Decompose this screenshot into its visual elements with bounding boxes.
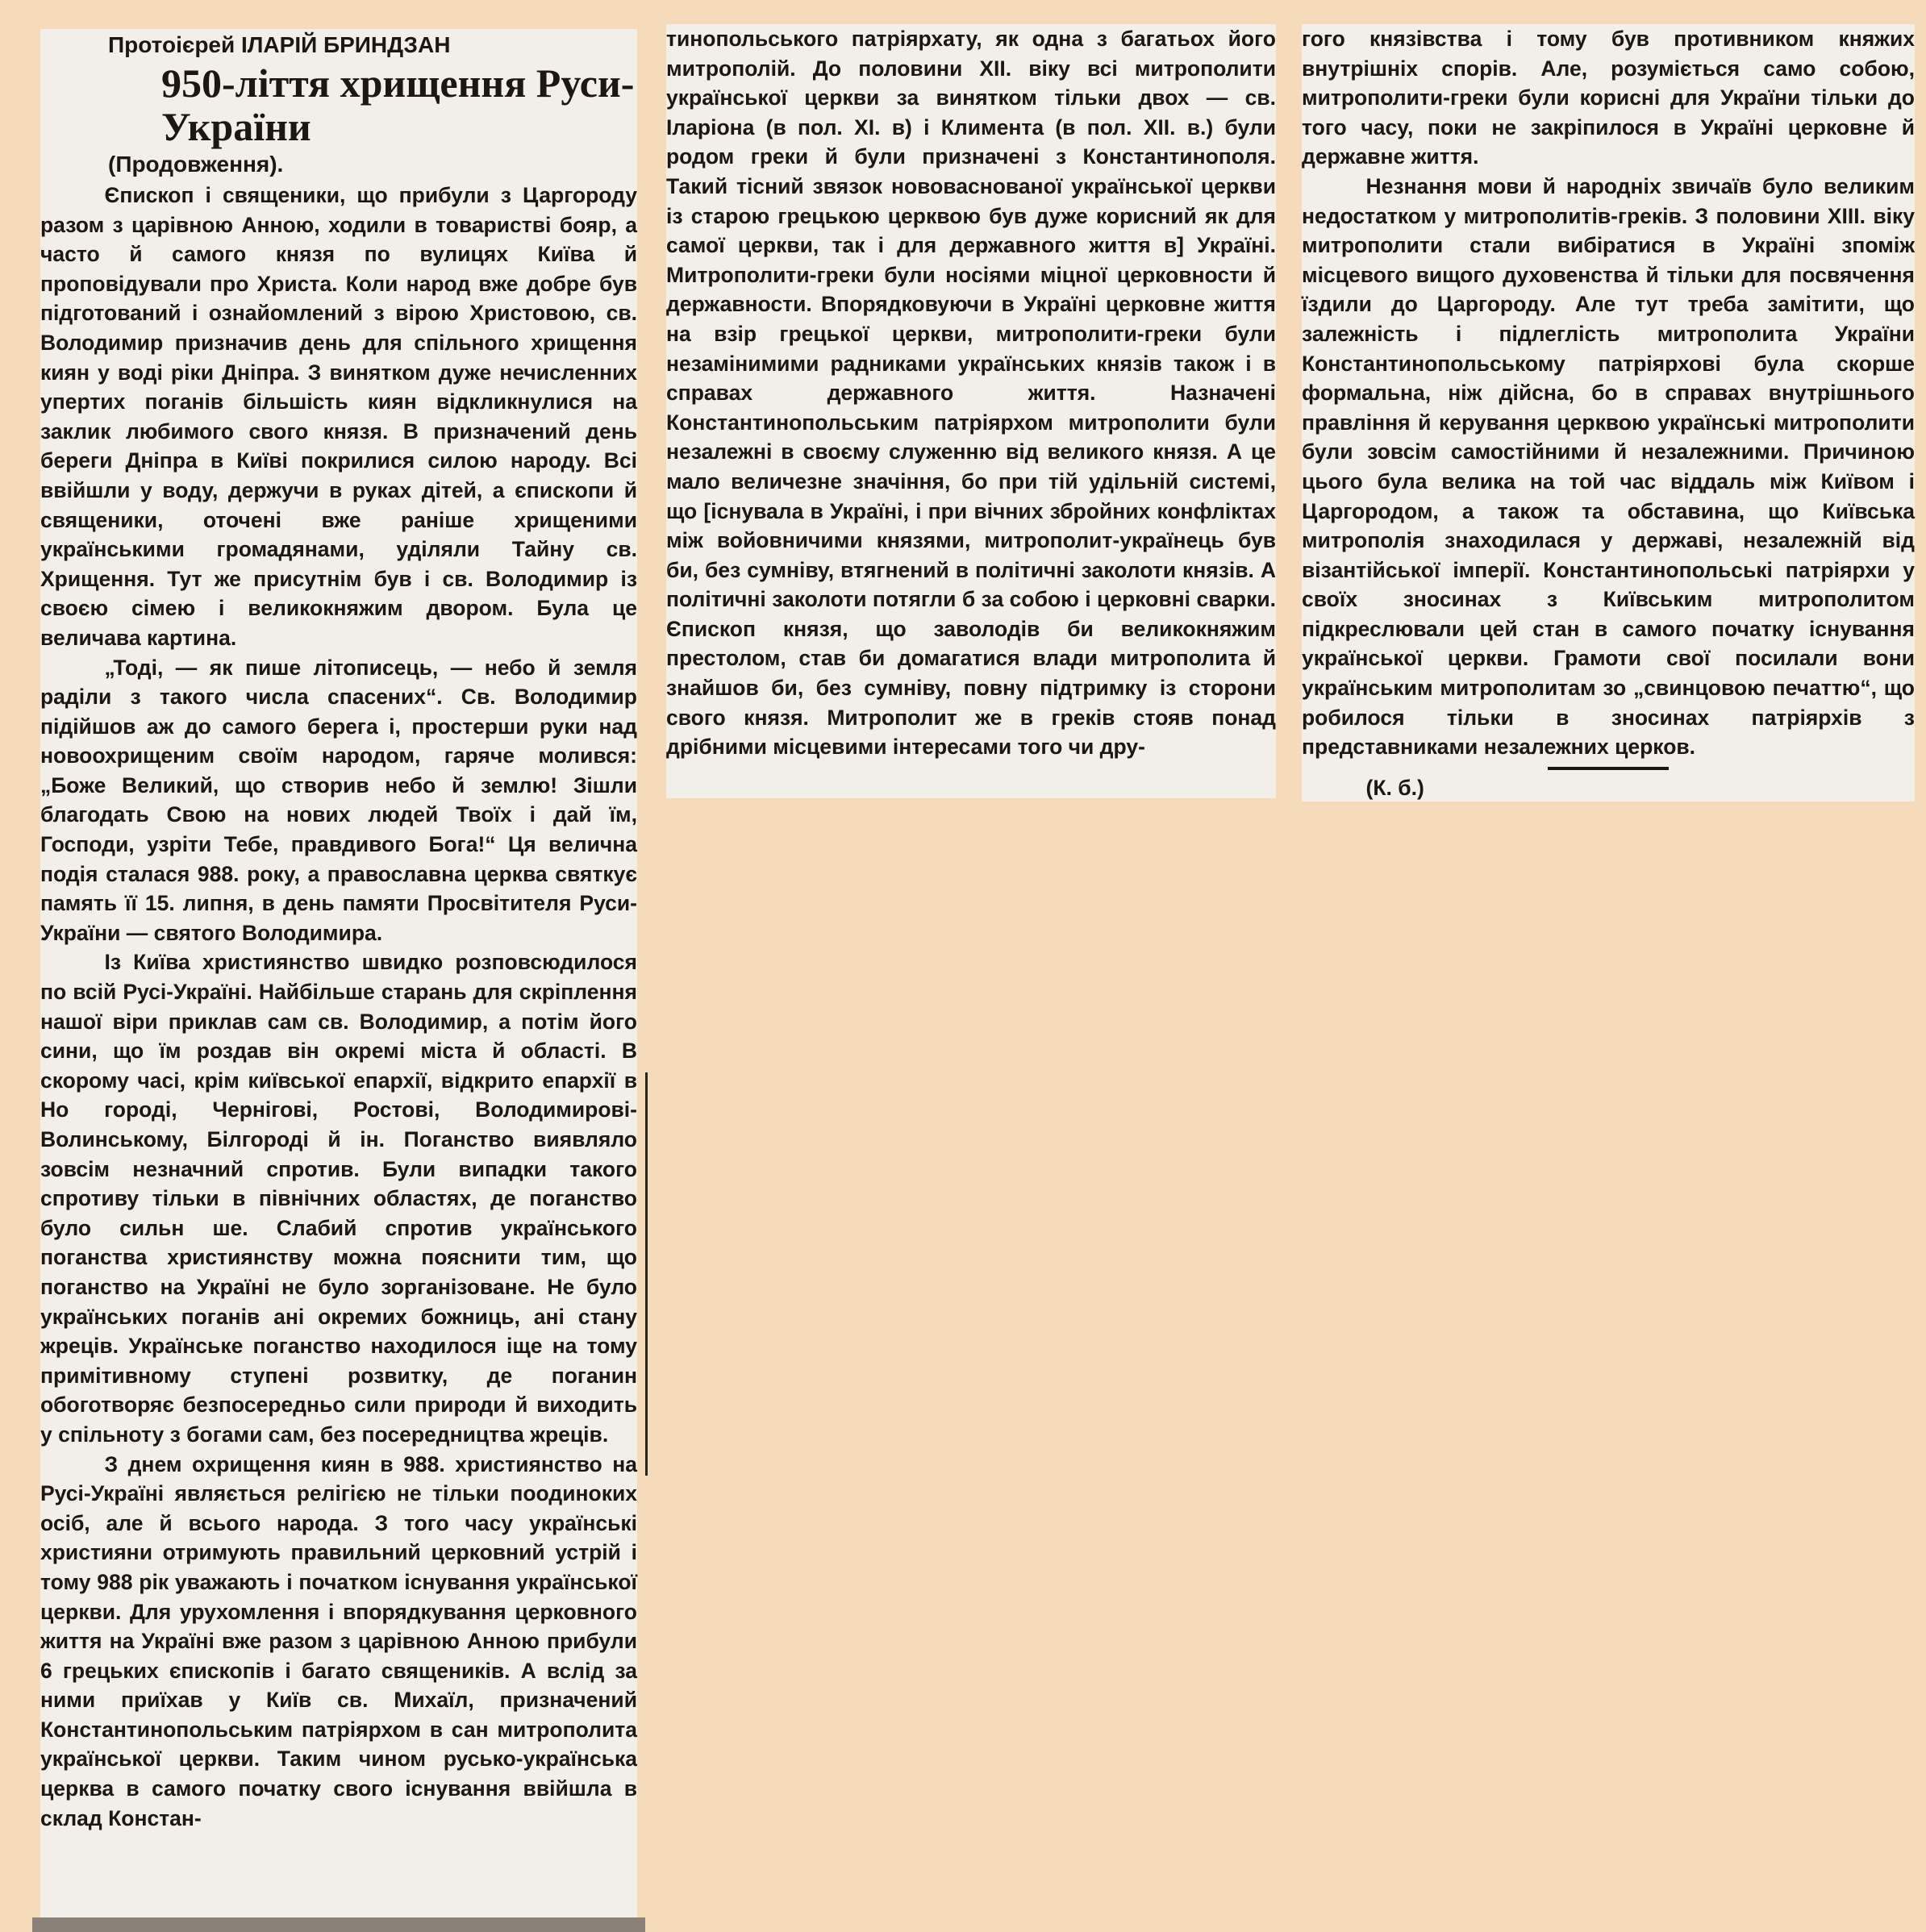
paragraph: З днем охрищення киян в 988. християнство на Русі-Україні являється релігією не тільки поодиноких осіб, але й всього народа. З того часу українські християни отримують правильний церковний устрій і тому 988 рік уважають і початком існування української церкви. Для урухомлення і впорядкування церковного життя на Україні вже разом з царівною Анною прибули 6 грецьких єпископів і багато священиків. А вслід за ними приїхав у Київ св. Михаїл, призначений Константинопольським патріярхом в сан митрополита української церкви. Таким чином русько-українська церква в самого початку свого існування ввійшла в склад Констан- (40, 1451, 637, 1830)
column-1 (40, 29, 637, 1932)
signature: (К. б.) (1365, 775, 1424, 800)
paragraph: Незнання мови й народніх звичаїв було великим недостатком у митрополитів-греків. З половини XIII. віку митрополити стали вибіратися в Україні зпоміж місцевого вищого духовенства й тільки для посвячення їздили до Царгороду. Але тут треба замітити, що залежність і підлеглість митрополита України Константинопольському патріярхові була скорше формальна, ніж дійсна, бо в справах внутрішнього правління й керування церквою українські митрополити були зовсім самостійними й незалежними. Причиною цього була велика на той час віддаль між Київом і Царгородом, а також та обставина, що Київська митрополія знаходилася у державі, незалежній від візантійської імперії. Константинопольські патріярхи у своїх зносинах з Київським митрополитом підкреслювали цей стан в самого початку існування української церкви. Грамоти свої посилали вони українським митрополитам зо „свинцовою печаттю“, що робилося тільки в зносинах патріярхів з представниками незалежних церков. (1302, 173, 1915, 760)
paragraph: гого князівства і тому був противником княжих внутрішніх спорів. Але, розуміється само собою, митрополити-греки були корисні для України тільки до того часу, поки не закріпилося в Україні церковне й державне життя. (1302, 27, 1915, 169)
paragraph: „Тоді, — як пише літописець, — небо й земля раділи з такого числа спасених“. Св. Володимир підійшов аж до самого берега і, простерши руки над новоохрищеним своїм народом, гаряче молився: „Боже Великий, що створив небо й землю! Зішли благодать Свою на нових людей Твоїх і дай їм, Господи, узріти Тебе, правдивого Бога!“ Ця велична подія сталася 988. року, а православна церква святкує память її 15. липня, в день памяти Просвітителя Руси-України — святого Володимира. (40, 655, 637, 945)
article-title-line-2: України (161, 104, 311, 149)
article-title-line-1: 950-ліття хрищення Руси- (161, 60, 635, 106)
paragraph: Єпископ і священики, що прибули з Царгороду разом з царівною Анною, ходили в товаристві бояр, а часто й самого князя по вулицях Київа й проповідували про Христа. Коли народ вже добре був підготований і ознайомлений з вірою Христовою, св. Володимир призначив день для спільного хрищення киян у воді ріки Дніпра. З винятком дуже нечисленних упертих поганів більшість киян відкликнулися на заклик любимого свого князя. В призначений день береги Дніпра в Київі покрилися силою народу. Всі ввійшли у воду, держучи в руках дітей, а єпископи й священики, оточені вже раніше хрищеними українськими громадянами, уділяли Тайну св. Хрищення. Тут же присутнім був і св. Володимир із своєю сімею і великокняжим двором. Була це величава картина. (40, 183, 637, 650)
column-divider (645, 1072, 648, 1476)
closing-rule (1548, 767, 1669, 770)
paragraph: тинопольського патріярхату, як одна з багатьох його митрополій. До половини XII. віку всі митрополити української церкви за винятком тільки двох — св. Іларіона (в пол. XI. в) і Климента (в пол. XII. в.) були родом греки й були призначені з Константинополя. Такий тісний звязок нововаснованої української церкви із старою грецькою церквою був дуже корисний як для самої церкви, так і для державного життя в] Україні. Митрополити-греки були носіями міцної церковности й державности. Впорядковуючи в Україні церковне життя на взір грецької церкви, митрополити-греки були незамінимими радниками українських князів також і в справах державного життя. Назначені Константинопольським патріярхом митрополити були незалежні в своєму служенню від великого князя. А це мало величезне значіння, бо при тій удільній системі, що [існувала в Україні, і при вічних збройних конфліктах між войовничими князями, митрополит-українець був би, без сумніву, втягнений в політичні заколоти князів. А політичні заколоти потягли б за собою і церковні сварки. Єпископ князя, що заволодів би великокняжим престолом, став би домагатися влади митрополита й знайшов би, без сумніву, повну підтримку із сторони свого князя. Митрополит же в греків стояв понад дрібними місцевими інтересами того чи дру- (666, 27, 1276, 760)
article-subtitle: (Продовження). (108, 152, 284, 177)
paragraph: Із Київа християнство швидко розповсюдилося по всій Русі-Україні. Найбільше старань для скріплення нашої віри приклав сам св. Володимир, а потім його сини, що їм роздав він окремі міста й області. В скорому часі, крім київської епархії, відкрито епархії в Но городі, Чернігові, Ростові, Володимирові-Волинському, Білгороді й ін. Поганство виявляло зовсім незначний спротив. Були випадки такого спротиву тільки в північних областях, де поганство було сильн ше. Слабий спротив українського поганства християнству можна пояснити тим, що поганство на Україні не було зорганізоване. Не було українських поганів ані окремих божниць, ані стану жреців. Українське поганство находилося іще на тому примітивному ступені розвитку, де поганин обоготворяє безпосередньо сили природи й виходить у спільноту з богами сам, без посередництва жреців. (40, 950, 637, 1447)
column-3 (1302, 24, 1915, 802)
page-edge (32, 1917, 645, 1932)
author-line: Протоієрей ІЛАРІЙ БРИНДЗАН (108, 32, 451, 57)
column-2 (666, 24, 1276, 798)
